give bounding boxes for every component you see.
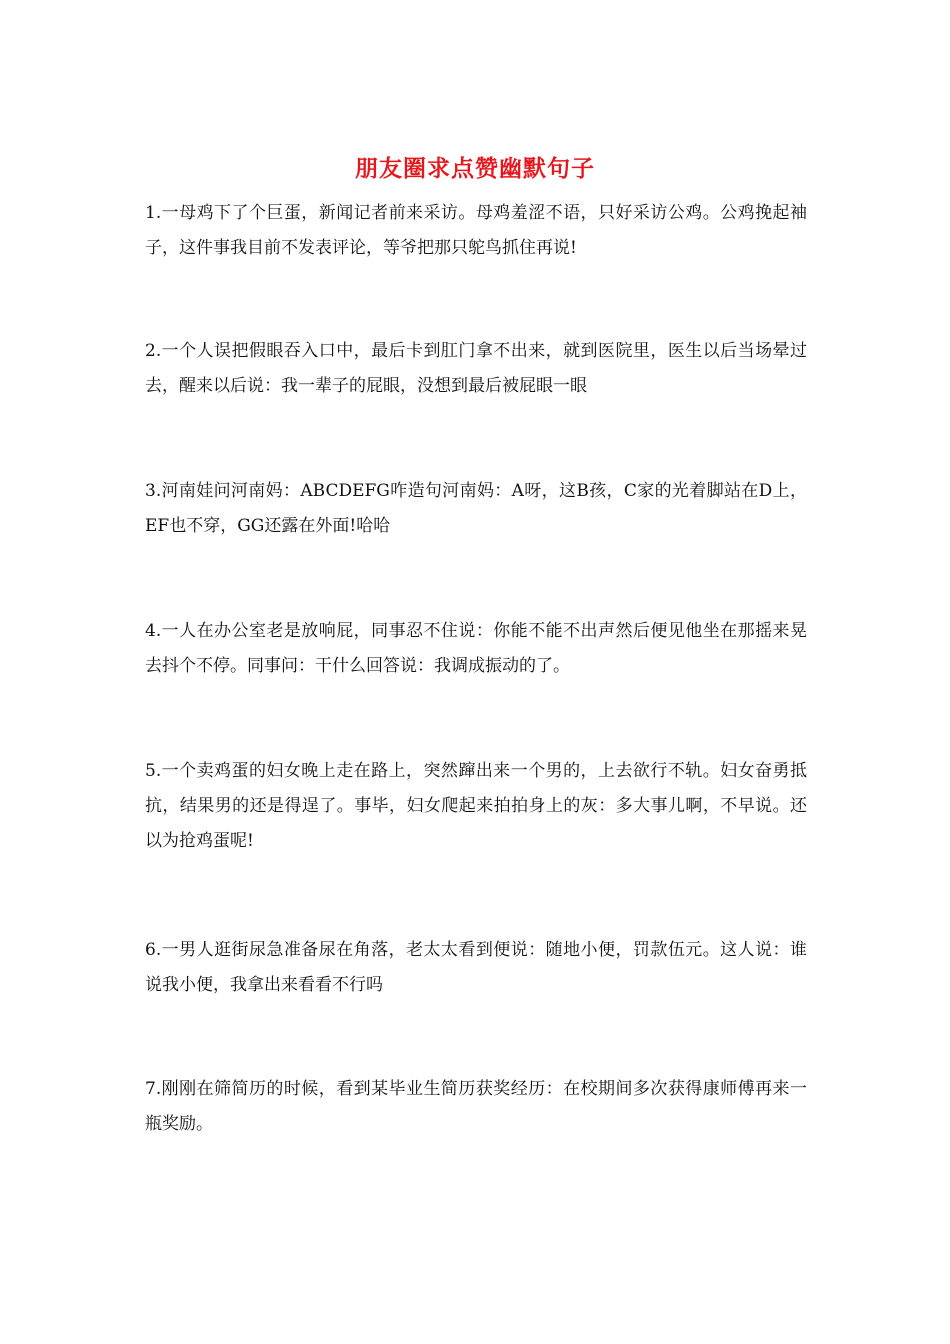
paragraph-4: 4.一人在办公室老是放响屁，同事忍不住说：你能不能不出声然后便见他坐在那摇来晃去抖个不停。同事问：干什么回答说：我调成振动的了。 [145, 621, 807, 676]
paragraph-3: 3.河南娃问河南妈：ABCDEFG咋造句河南妈：A呀，这B孩，C家的光着脚站在D上，EF也不穿，GG还露在外面!哈哈 [145, 481, 807, 536]
paragraph-7: 7.刚刚在筛简历的时候，看到某毕业生简历获奖经历：在校期间多次获得康师傅再来一瓶奖励。 [145, 1079, 807, 1134]
document-title: 朋友圈求点赞幽默句子 [355, 155, 595, 182]
paragraph-5: 5.一个卖鸡蛋的妇女晚上走在路上，突然蹿出来一个男的，上去欲行不轨。妇女奋勇抵抗，结果男的还是得逞了。事毕，妇女爬起来拍拍身上的灰：多大事儿啊，不早说。还以为抢鸡蛋呢! [145, 761, 807, 851]
paragraph-6: 6.一男人逛街尿急准备尿在角落，老太太看到便说：随地小便，罚款伍元。这人说：谁说我小便，我拿出来看看不行吗 [145, 940, 807, 995]
paragraph-2: 2.一个人误把假眼吞入口中，最后卡到肛门拿不出来，就到医院里，医生以后当场晕过去，醒来以后说：我一辈子的屁眼，没想到最后被屁眼一眼 [145, 341, 807, 396]
paragraph-1: 1.一母鸡下了个巨蛋，新闻记者前来采访。母鸡羞涩不语，只好采访公鸡。公鸡挽起袖子，这件事我目前不发表评论，等爷把那只鸵鸟抓住再说! [145, 203, 807, 258]
